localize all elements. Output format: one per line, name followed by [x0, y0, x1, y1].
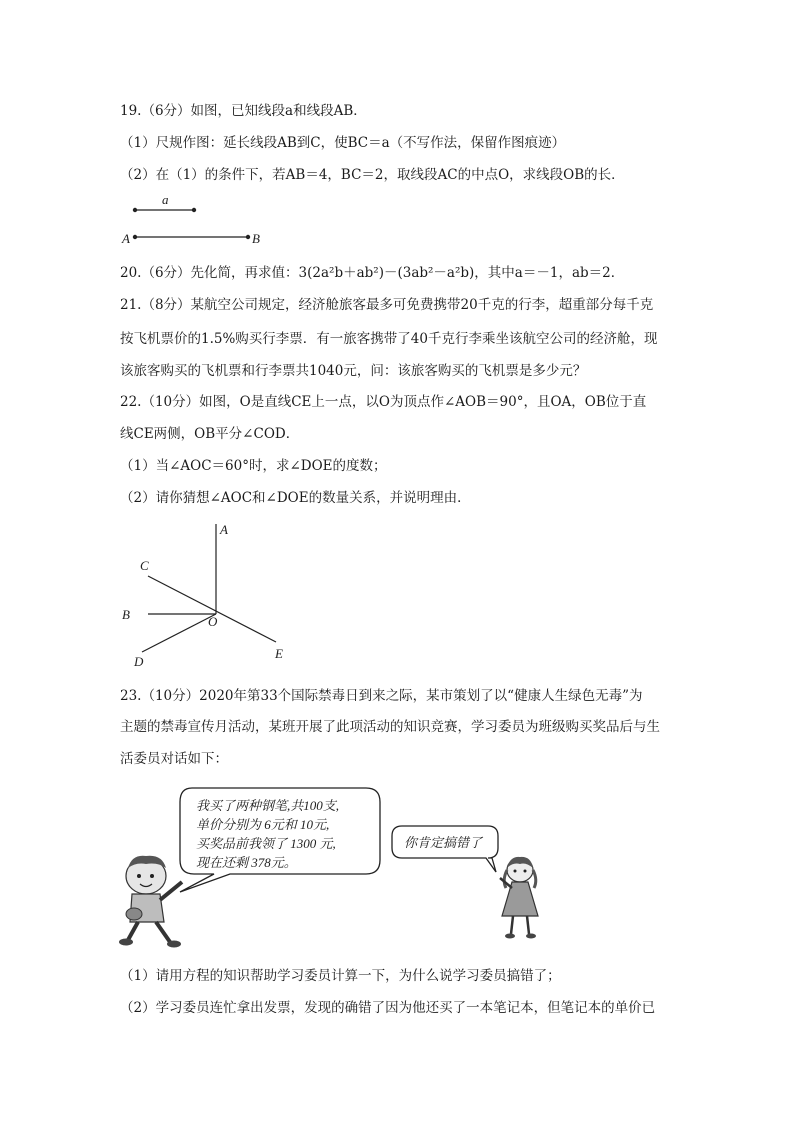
q19-part1: （1）尺规作图：延长线段AB到C，使BC＝a（不写作法，保留作图痕迹） [120, 135, 566, 151]
q20-title: 20.（6分）先化简，再求值：3(2a²b＋ab²)－(3ab²－a²b)，其中a＝－1，ab＝2． [120, 265, 625, 281]
q21-line3: 该旅客购买的飞机票和行李票共1040元，问：该旅客购买的飞机票是多少元？ [120, 363, 587, 379]
q19-segment-figure [118, 192, 278, 250]
q23-line1: 23.（10分）2020年第33个国际禁毒日到来之际，某市策划了以“健康人生绿色无毒”为 [120, 688, 643, 704]
q19-part2: （2）在（1）的条件下，若AB＝4，BC＝2，取线段AC的中点O，求线段OB的长． [120, 167, 625, 183]
bubble-left-line-2: 单价分别为 6元和 10元, [196, 817, 330, 832]
q23-part1: （1）请用方程的知识帮助学习委员计算一下，为什么说学习委员搞错了； [120, 968, 561, 984]
q22-line1: 22.（10分）如图，O是直线CE上一点，以O为顶点作∠AOB＝90°，且OA，OB位于直 [120, 394, 647, 410]
label-c: C [140, 558, 149, 573]
q21-line1: 21.（8分）某航空公司规定，经济舱旅客最多可免费携带20千克的行李，超重部分每千克 [120, 297, 654, 313]
point-a-label: A [122, 231, 130, 246]
label-a: A [220, 522, 228, 537]
q23-part2: （2）学习委员连忙拿出发票，发现的确错了因为他还买了一本笔记本，但笔记本的单价已 [120, 1000, 656, 1016]
q22-angle-figure [118, 518, 298, 670]
bubble-left-line-1: 我买了两种钢笔,共100支, [196, 798, 340, 813]
q19-title: 19.（6分）如图，已知线段a和线段AB． [120, 103, 367, 119]
q21-line2: 按飞机票价的1.5%购买行李票．有一旅客携带了40千克行李乘坐该航空公司的经济舱，现 [120, 331, 658, 347]
q22-part2: （2）请你猜想∠AOC和∠DOE的数量关系，并说明理由． [120, 490, 471, 506]
q23-line2: 主题的禁毒宣传月活动，某班开展了此项活动的知识竞赛，学习委员为班级购买奖品后与生 [120, 719, 660, 735]
girl-cartoon-icon [500, 857, 538, 939]
label-b: B [122, 607, 130, 622]
q23-dialogue-figure [118, 776, 558, 958]
label-d: D [134, 654, 144, 669]
boy-cartoon-icon [119, 856, 182, 948]
bubble-left-line-3: 买奖品前我领了 1300 元, [196, 836, 336, 851]
label-e: E [275, 646, 283, 661]
bubble-right-text: 你肯定搞错了 [404, 835, 483, 850]
bubble-left-line-4: 现在还剩 378元。 [196, 855, 297, 870]
q23-line3: 活委员对话如下： [120, 751, 228, 767]
q22-part1: （1）当∠AOC＝60°时，求∠DOE的度数； [120, 458, 387, 474]
segment-a-label: a [162, 192, 169, 207]
point-b-label: B [252, 231, 260, 246]
label-o: O [208, 614, 218, 629]
q22-line2: 线CE两侧，OB平分∠COD． [120, 426, 300, 442]
